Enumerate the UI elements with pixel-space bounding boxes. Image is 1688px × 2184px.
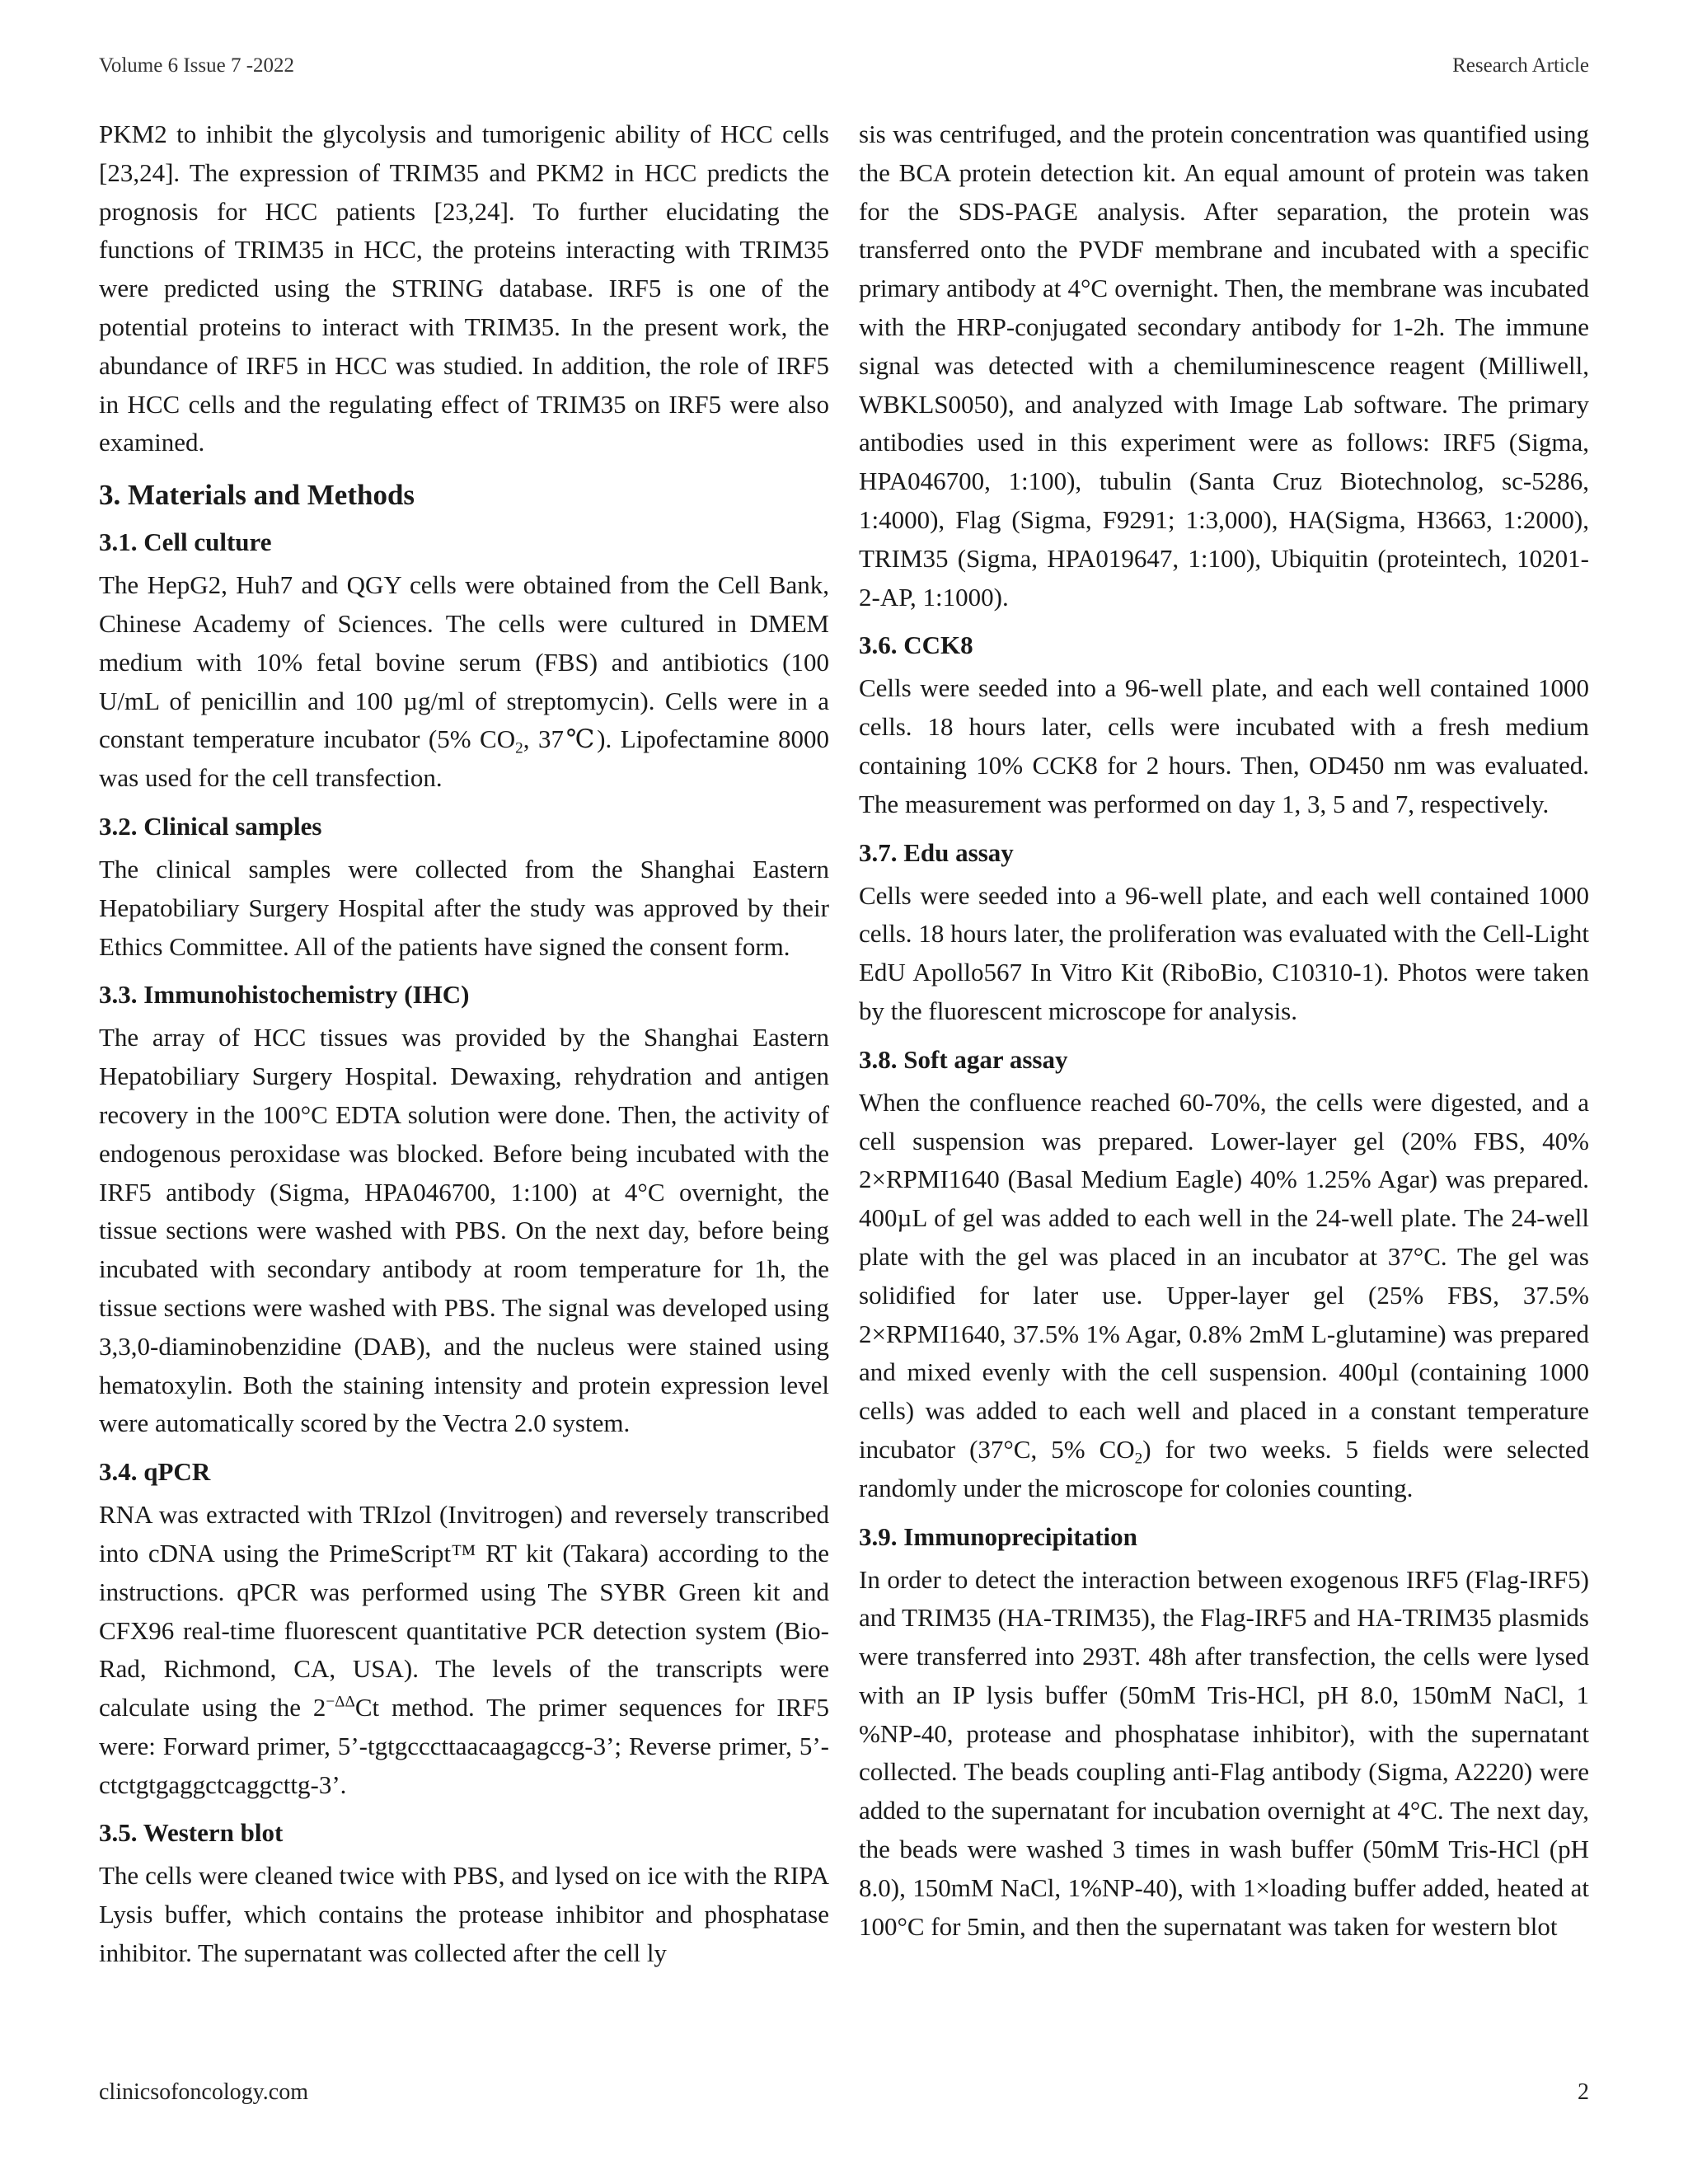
footer-website: clinicsofoncology.com	[99, 2079, 309, 2105]
clinical-samples-paragraph: The clinical samples were collected from the Shanghai Eastern Hepatobiliary Surgery Hospital after the study was approved by their Ethics Committee. All of the patients have signed the consent form.	[99, 854, 829, 961]
western-blot-paragraph: The cells were cleaned twice with PBS, and lysed on ice with the RIPA Lysis buffer, which contains the protease inhibitor and phosphatase inhibitor. The supernatant was collected after the cell ly	[99, 1861, 829, 1968]
article-body	[99, 115, 1589, 1983]
soft-agar-paragraph	[859, 1084, 1589, 1508]
delta-delta-superscript: −ΔΔ	[326, 1693, 355, 1711]
section-heading-materials-methods: 3. Materials and Methods	[99, 479, 415, 512]
western-blot-paragraph-continued: sis was centrifuged, and the protein concentration was quantified using the BCA protein detection kit. An equal amount of protein was taken for the SDS-PAGE analysis. After separation, the protein was transferred onto the PVDF membrane and incubated with a specific primary antibody at 4°C overnight. Then, the membrane was incubated with the HRP-conjugated secondary antibody for 1-2h. The immune signal was detected with a chemiluminescence reagent (Milliwell, WBKLS0050), and analyzed with Image Lab software. The primary antibodies used in this experiment were as follows: IRF5 (Sigma, HPA046700, 1:100), tubulin (Santa Cruz Biotechnolog, sc-5286, 1:4000), Flag (Sigma, F9291; 1:3,000), HA(Sigma, H3663, 1:2000), TRIM35 (Sigma, HPA019647, 1:100), Ubiquitin (proteintech, 10201-2-AP, 1:1000).	[859, 120, 1589, 612]
edu-assay-paragraph: Cells were seeded into a 96-well plate, and each well contained 1000 cells. 18 hours later, the proliferation was evaluated with the Cell-Light EdU Apollo567 In Vitro Kit (RiboBio, C10310-1). Photos were taken by the fluorescent microscope for analysis.	[859, 880, 1589, 1025]
subsection-heading-edu-assay: 3.7. Edu assay	[859, 837, 1014, 867]
running-header	[99, 54, 1589, 77]
subsection-heading-cell-culture: 3.1. Cell culture	[99, 527, 272, 557]
intro-paragraph: PKM2 to inhibit the glycolysis and tumorigenic ability of HCC cells [23,24]. The expression of TRIM35 and PKM2 in HCC predicts the prognosis for HCC patients [23,24]. To further elucidating the functions of TRIM35 in HCC, the proteins interacting with TRIM35 were predicted using the STRING database. IRF5 is one of the potential proteins to interact with TRIM35. In the present work, the abundance of IRF5 in HCC was studied. In addition, the role of IRF5 in HCC cells and the regulating effect of TRIM35 on IRF5 were also examined.	[99, 120, 829, 457]
immunoprecipitation-paragraph: In order to detect the interaction between exogenous IRF5 (Flag-IRF5) and TRIM35 (HA-TRIM35), the Flag-IRF5 and HA-TRIM35 plasmids were transferred into 293T. 48h after transfection, the cells were lysed with an IP lysis buffer (50mM Tris-HCl, pH 8.0, 150mM NaCl, 1 %NP-40, protease and phosphatase inhibitor), with the supernatant collected. The beads coupling anti-Flag antibody (Sigma, A2220) were added to the supernatant for incubation overnight at 4°C. The next day, the beads were washed 3 times in wash buffer (50mM Tris-HCl (pH 8.0), 150mM NaCl, 1%NP-40), with 1×loading buffer added, heated at 100°C for 5min, and then the supernatant was taken for western blot	[859, 1564, 1589, 1941]
subsection-heading-western-blot: 3.5. Western blot	[99, 1818, 284, 1848]
ihc-paragraph: The array of HCC tissues was provided by the Shanghai Eastern Hepatobiliary Surgery Hospital. Dewaxing, rehydration and antigen recovery in the 100°C EDTA solution were done. Then, the activity of endogenous peroxidase was blocked. Before being incubated with the IRF5 antibody (Sigma, HPA046700, 1:100) at 4°C overnight, the tissue sections were washed with PBS. On the next day, before being incubated with secondary antibody at room temperature for 1h, the tissue sections were washed with PBS. The signal was developed using 3,3,0-diaminobenzidine (DAB), and the nucleus were stained using hematoxylin. Both the staining intensity and protein expression level were automatically scored by the Vectra 2.0 system.	[99, 1023, 829, 1438]
cell-culture-paragraph	[99, 566, 829, 798]
cell-culture-text-a: The HepG2, Huh7 and QGY cells were obtained from the Cell Bank, Chinese Academy of Sciences. The cells were cultured in DMEM medium with 10% fetal bovine serum (FBS) and antibiotics (100 U/mL of penicillin and 100 µg/ml of streptomycin). Cells were in a constant temperature incubator (5% CO	[99, 570, 829, 754]
qpcr-paragraph	[99, 1496, 829, 1804]
subsection-heading-immunoprecipitation: 3.9. Immunoprecipitation	[859, 1521, 1137, 1551]
co2-subscript: 2	[1134, 1450, 1143, 1468]
subsection-heading-clinical-samples: 3.2. Clinical samples	[99, 811, 322, 841]
right-column	[859, 115, 1589, 1983]
left-column	[99, 115, 829, 1983]
subsection-heading-ihc: 3.3. Immunohistochemistry (IHC)	[99, 980, 470, 1010]
soft-agar-text-b: ) for two weeks. 5 fields were selected randomly under the microscope for colonies counting.	[859, 1434, 1589, 1502]
article-type: Research Article	[1452, 54, 1589, 77]
co2-subscript: 2	[515, 740, 523, 758]
subsection-heading-qpcr: 3.4. qPCR	[99, 1457, 211, 1487]
cck8-paragraph: Cells were seeded into a 96-well plate, and each well contained 1000 cells. 18 hours later, cells were incubated with a fresh medium containing 10% CCK8 for 2 hours. Then, OD450 nm was evaluated. The measurement was performed on day 1, 3, 5 and 7, respectively.	[859, 673, 1589, 818]
page-footer	[99, 2079, 1589, 2106]
subsection-heading-cck8: 3.6. CCK8	[859, 630, 973, 660]
journal-volume: Volume 6 Issue 7 -2022	[99, 54, 295, 77]
qpcr-text-a: RNA was extracted with TRIzol (Invitrogen) and reversely transcribed into cDNA using the PrimeScript™ RT kit (Takara) according to the instructions. qPCR was performed using The SYBR Green kit and CFX96 real-time fluorescent quantitative PCR detection system (Bio-Rad, Richmond, CA, USA). The levels of the transcripts were calculate using the 2	[99, 1500, 829, 1722]
subsection-heading-soft-agar: 3.8. Soft agar assay	[859, 1044, 1068, 1074]
page-number: 2	[1578, 2079, 1589, 2105]
cell-culture-text-b: , 37℃). Lipofectamine 8000 was used for the cell transfection.	[99, 724, 830, 793]
qpcr-text-b: Ct method. The primer sequences for IRF5 were: Forward primer, 5’-tgtgcccttaacaagagccg-3’; Reverse primer, 5’-ctctgtgaggctcaggcttg-3’.	[99, 1693, 830, 1799]
soft-agar-text-a: When the confluence reached 60-70%, the cells were digested, and a cell suspension was prepared. Lower-layer gel (20% FBS, 40% 2×RPMI1640 (Basal Medium Eagle) 40% 1.25% Agar) was prepared. 400µL of gel was added to each well in the 24-well plate. The 24-well plate with the gel was placed in an incubator at 37°C. The gel was solidified for later use. Upper-layer gel (25% FBS, 37.5% 2×RPMI1640, 37.5% 1% Agar, 0.8% 2mM L-glutamine) was prepared and mixed evenly with the cell suspension. 400µl (containing 1000 cells) was added to each well and placed in a constant temperature incubator (37°C, 5% CO	[859, 1087, 1589, 1464]
